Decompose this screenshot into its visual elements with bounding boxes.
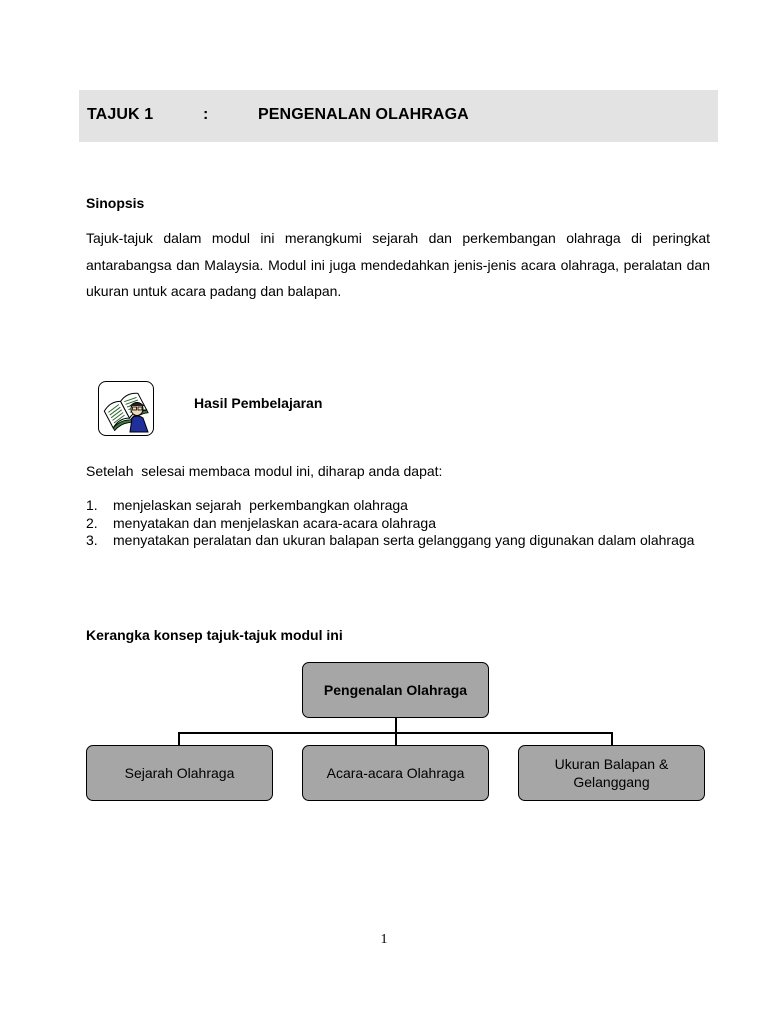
node-label: Sejarah Olahraga [124, 765, 235, 781]
book-reader-icon [98, 381, 154, 436]
list-item-number: 2. [86, 514, 98, 531]
synopsis-text: Tajuk-tajuk dalam modul ini merangkumi sejarah dan perkembangan olahraga di peringkat antarabangsa dan Malaysia. Modul ini juga mendedahkan jenis-jenis acara olahraga, peralatan dan ukuran untuk acara padang dan balapan. [86, 230, 710, 299]
list-item-text: menyatakan peralatan dan ukuran balapan serta gelanggang yang digunakan dalam olahraga [113, 532, 695, 548]
node-label: Acara-acara Olahraga [326, 765, 465, 781]
list-item [86, 497, 710, 515]
root-node-label: Pengenalan Olahraga [323, 682, 468, 698]
page-number: 1 [380, 932, 388, 947]
list-item-number: 3. [86, 532, 98, 548]
learning-outcomes-heading: Hasil Pembelajaran [194, 395, 323, 411]
concept-map-node-measurements [518, 745, 705, 801]
connector-line [178, 732, 180, 745]
list-item [86, 532, 710, 550]
topic-title: PENGENALAN OLAHRAGA [258, 106, 469, 123]
node-label-line1: Ukuran Balapan & [554, 756, 669, 772]
concept-map-node-events [302, 745, 489, 801]
list-item-text: menyatakan dan menjelaskan acara-acara olahraga [113, 514, 436, 531]
title-separator: : [203, 106, 209, 123]
connector-line [395, 732, 397, 745]
concept-map-heading: Kerangka konsep tajuk-tajuk modul ini [86, 627, 343, 643]
list-item-number: 1. [86, 497, 98, 513]
node-label-line2: Gelanggang [573, 774, 650, 790]
connector-line [611, 732, 613, 745]
list-item-text: menjelaskan sejarah perkembangkan olahraga [113, 497, 408, 513]
topic-label: TAJUK 1 [87, 106, 154, 123]
list-item [86, 515, 710, 533]
learning-outcomes-list [86, 497, 710, 550]
connector-line [395, 718, 397, 733]
synopsis-heading: Sinopsis [86, 195, 145, 211]
concept-map-node-history [86, 745, 273, 801]
concept-map-root-node [302, 662, 489, 718]
learning-outcomes-intro: Setelah selesai membaca modul ini, diharap anda dapat: [86, 463, 443, 479]
